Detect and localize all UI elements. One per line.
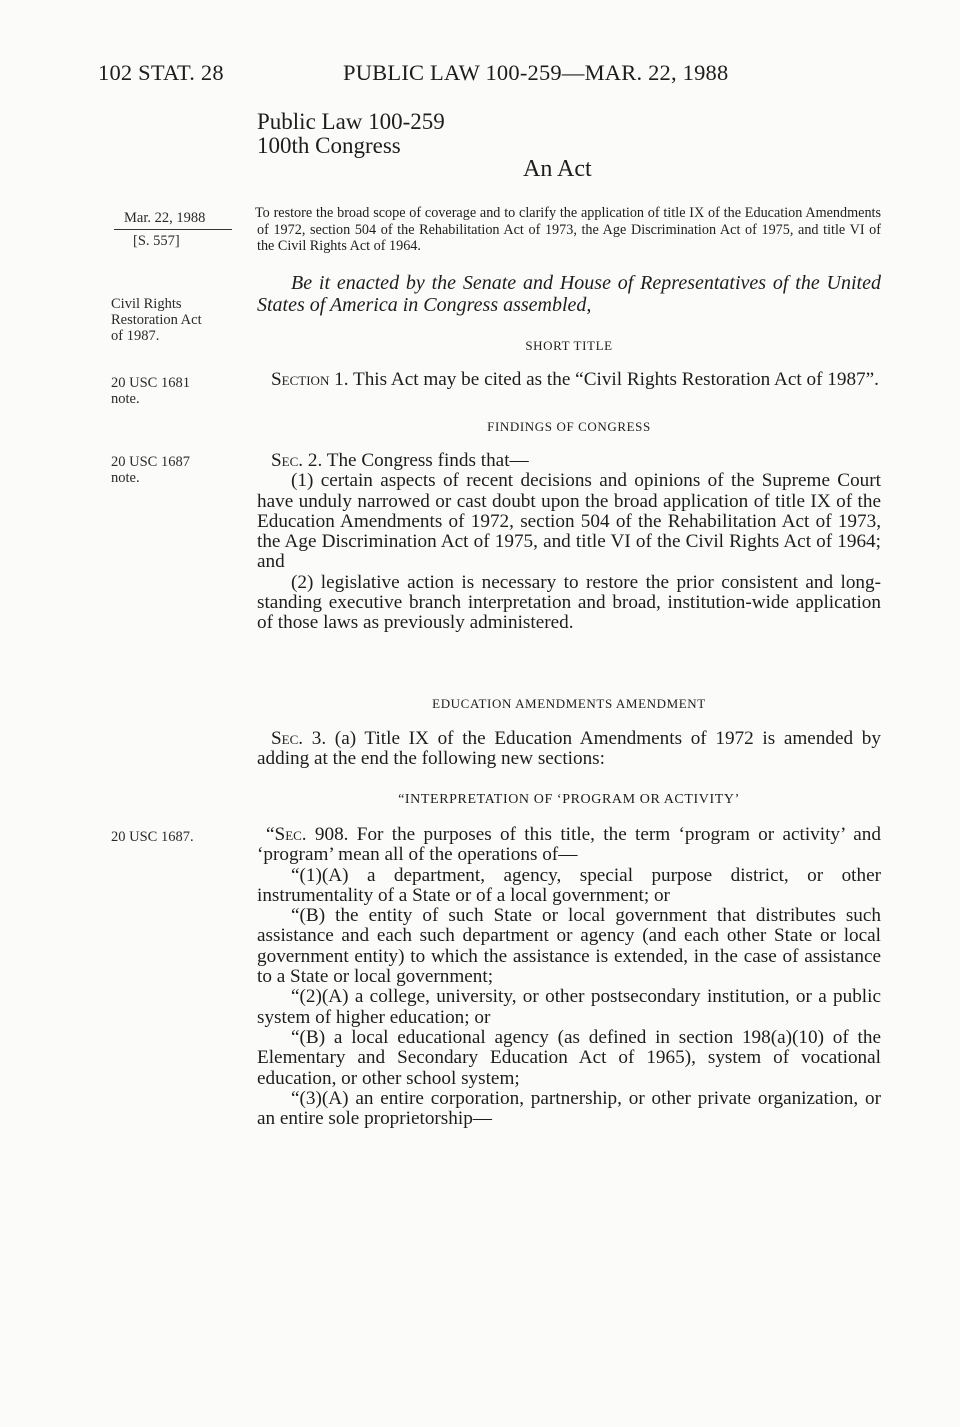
findings-heading: FINDINGS OF CONGRESS <box>487 419 651 434</box>
section-908: “Sec. 908. For the purposes of this title, the term ‘program or activity’ and ‘program’ mean all of the operations of— “(1)(A) a department, agency, special purpose district, or other instrumentality of a State or of a local government; or “(B) the entity of such State or local government that distributes such assistance and each such department or agency (and each other State or local government entity) to which the assistance is extended, in the case of assistance to a State or local government; “(2)(A) a college, university, or other postsecondary institution, or a public system of higher education; or “(B) a local educational agency (as defined in section 198(a)(10) of the Elementary and Secondary Education Act of 1965), system of vocational education, or other school system; “(3)(A) an entire corporation, partnership, or other private organization, or an entire sole proprietorship— <box>257 824 881 1130</box>
section-908-label: “Sec. 908. <box>266 824 349 845</box>
finding-1: (1) certain aspects of recent decisions and opinions of the Supreme Court have unduly narrowed or cast doubt upon the broad application of title IX of the Education Amendments of 1972, section 504 of the Rehabilitation Act of 1973, the Age Discrimination Act of 1975, and title VI of the Civil Rights Act of 1964; and <box>257 470 881 573</box>
title-block <box>257 110 445 158</box>
section-2-label: Sec. 2. <box>271 450 323 471</box>
margin-usc-1687: 20 USC 1687. <box>111 829 194 845</box>
education-amendments-heading: EDUCATION AMENDMENTS AMENDMENT <box>432 696 706 711</box>
page-stat-number: 102 STAT. 28 <box>98 60 224 85</box>
interpretation-heading: “INTERPRETATION OF ‘PROGRAM OR ACTIVITY’ <box>398 792 740 807</box>
act-purpose: To restore the broad scope of coverage and to clarify the application of title IX of the Education Amendments of 1972, section 504 of the Rehabilitation Act of 1973, the Age Discrimination Act of 1975, and title VI of the Civil Rights Act of 1964. <box>255 205 881 255</box>
section-1-label: Section 1. <box>271 369 349 390</box>
enacting-clause: Be it enacted by the Senate and House of Representatives of the United States of America in Congress assembled, <box>257 272 881 316</box>
section-3: Sec. 3. (a) Title IX of the Education Amendments of 1972 is amended by adding at the end the following new sections: <box>257 728 881 770</box>
margin-bill-number: [S. 557] <box>133 233 180 249</box>
margin-date: Mar. 22, 1988 <box>124 210 206 226</box>
public-law-number: Public Law 100-259 <box>257 109 445 134</box>
congress-number: 100th Congress <box>257 133 401 158</box>
margin-short-title: Civil Rights Restoration Act of 1987. <box>111 296 202 344</box>
an-act-heading: An Act <box>523 156 592 182</box>
section-3-label: Sec. 3. <box>271 728 327 749</box>
item-1b: “(B) the entity of such State or local government that distributes such assistance and each such department or agency (and each other State or local government entity) to which the assistance is extended, in the case of assistance to a State or local government; <box>257 905 881 988</box>
section-2: Sec. 2. The Congress finds that— (1) certain aspects of recent decisions and opinions of the Supreme Court have unduly narrowed or cast doubt upon the broad application of title IX of the Education Amendments of 1972, section 504 of the Rehabilitation Act of 1973, the Age Discrimination Act of 1975, and title VI of the Civil Rights Act of 1964; and (2) legislative action is necessary to restore the prior consistent and long-standing executive branch interpretation and broad, institution-wide application of those laws as previously administered. <box>257 450 881 634</box>
short-title-heading: SHORT TITLE <box>525 338 613 353</box>
finding-2: (2) legislative action is necessary to restore the prior consistent and long-standing executive branch interpretation and broad, institution-wide application of those laws as previously administered. <box>257 571 881 634</box>
item-1a: “(1)(A) a department, agency, special purpose district, or other instrumentality of a State or of a local government; or <box>257 864 881 906</box>
item-3a: “(3)(A) an entire corporation, partnership, or other private organization, or an entire sole proprietorship— <box>257 1087 881 1130</box>
item-2a: “(2)(A) a college, university, or other postsecondary institution, or a public system of higher education; or <box>257 986 881 1028</box>
margin-usc-1681: 20 USC 1681 note. <box>111 375 190 407</box>
margin-usc-1687-note: 20 USC 1687 note. <box>111 454 190 486</box>
section-1: Section 1. This Act may be cited as the “Civil Rights Restoration Act of 1987”. <box>271 369 879 390</box>
running-title: PUBLIC LAW 100-259—MAR. 22, 1988 <box>343 60 729 85</box>
item-2b: “(B) a local educational agency (as defined in section 198(a)(10) of the Elementary and Secondary Education Act of 1965), system of vocational education, or other school system; <box>257 1026 881 1089</box>
margin-rule <box>114 229 232 230</box>
